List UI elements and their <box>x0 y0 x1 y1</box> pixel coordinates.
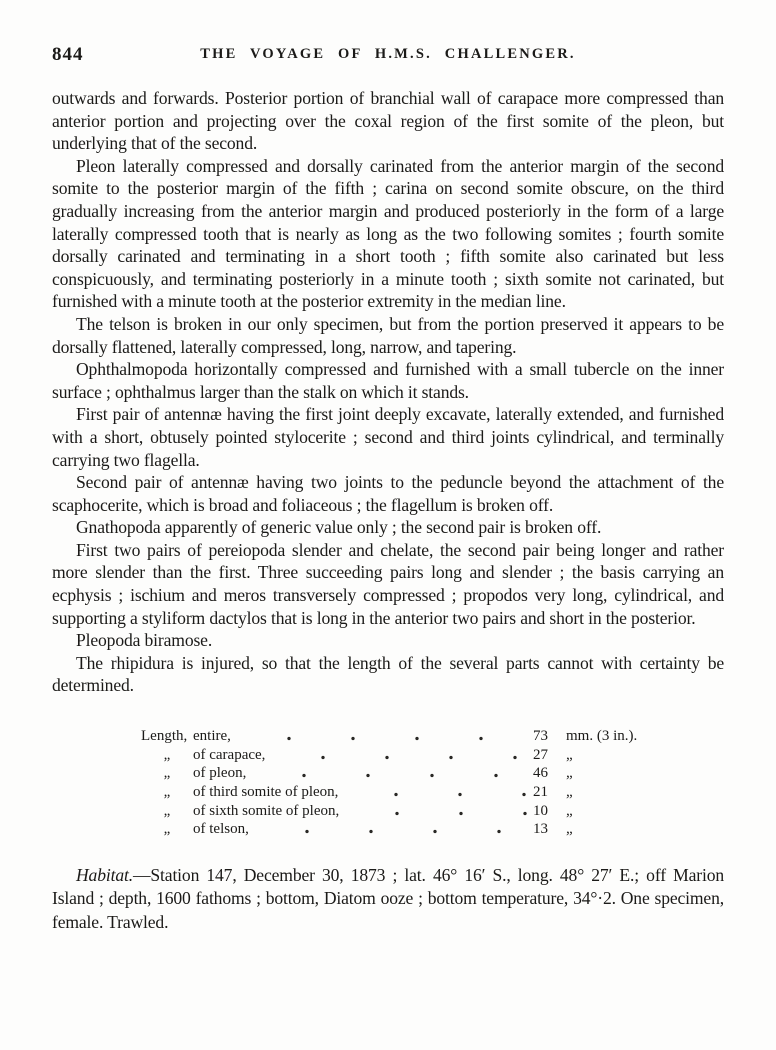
paragraph-pleon: Pleon laterally compressed and dorsally carinated from the anterior margin of the second somite to the posterior margin of the fifth ; carina on second somite obscure, on the third gradually increasing from the anterior margin and produced posteriorly in the form of a large laterally compressed tooth that is nearly as long as the two following somites ; fourth somite dorsally carinated and terminating in a short tooth ; fifth somite also carinated but less conspicuously, and terminating posteriorly in a minute tooth ; sixth somite not carinated, but furnished with a minute tooth at the posterior extremity in the median line. <box>52 155 724 312</box>
paragraph-ophthalmopoda: Ophthalmopoda horizontally compressed and furnished with a small tubercle on the inner surface ; ophthalmus larger than the stalk on which it stands. <box>52 359 724 402</box>
habitat-lead-word: Habitat. <box>76 865 133 886</box>
measurement-prefix: „ <box>163 765 171 782</box>
measurement-row <box>141 784 675 803</box>
measurement-value: 73 <box>533 728 548 745</box>
habitat-text: —Station 147, December 30, 1873 ; lat. 46° 16′ S., long. 48° 27′ E.; off Marion Island ; depth, 1600 fathoms ; bottom, Diatom ooze ; bottom temperature, 34°·2. One specimen, female. Trawled. <box>52 865 724 932</box>
paragraph-second-antennae: Second pair of antennæ having two joints to the peduncle beyond the attachment of the scaphocerite, which is broad and foliaceous ; the flagellum is broken off. <box>52 472 724 515</box>
measurement-label: of pleon, <box>193 765 247 782</box>
page-number: 844 <box>52 44 84 65</box>
measurement-row <box>141 765 675 784</box>
measurement-label: of sixth somite of pleon, <box>193 802 340 819</box>
measurement-prefix: „ <box>163 802 171 819</box>
measurement-value: 10 <box>533 802 548 819</box>
measurement-unit: „ <box>566 802 573 819</box>
paragraph-telson: The telson is broken in our only specimen, but from the portion preserved it appears to be dorsally flattened, laterally compressed, long, narrow, and tapering. <box>52 313 724 357</box>
dot-leader <box>281 747 527 764</box>
measurement-label: of telson, <box>193 821 249 838</box>
paragraph-rhipidura: The rhipidura is injured, so that the length of the several parts cannot with certainty be determined. <box>52 652 724 696</box>
page-header <box>52 44 724 66</box>
habitat-paragraph <box>52 864 724 934</box>
measurement-label: of carapace, <box>193 746 266 763</box>
measurement-unit: „ <box>566 765 573 782</box>
measurement-row <box>141 821 675 840</box>
measurements-table <box>141 728 675 840</box>
measurement-prefix: Length, <box>141 728 188 745</box>
dot-leader <box>354 784 527 801</box>
measurement-value: 21 <box>533 784 548 801</box>
body-text <box>52 87 724 697</box>
measurement-unit: „ <box>566 746 573 763</box>
measurement-unit: mm. (3 in.). <box>566 728 638 745</box>
paragraph-pleopoda: Pleopoda biramose. <box>76 630 213 651</box>
measurement-unit: „ <box>566 784 573 801</box>
measurement-label: entire, <box>193 728 231 745</box>
measurement-prefix: „ <box>163 746 171 763</box>
measurement-label: of third somite of pleon, <box>193 784 339 801</box>
dot-leader <box>265 821 527 838</box>
paragraph-gnathopoda: Gnathopoda apparently of generic value only ; the second pair is broken off. <box>76 517 602 538</box>
running-title: THE VOYAGE OF H.M.S. CHALLENGER. <box>200 46 576 62</box>
paragraph-continuation: outwards and forwards. Posterior portion of branchial wall of carapace more compressed than anterior portion and projecting over the coxal region of the first somite of the pleon, but underlying that of the second. <box>52 88 724 154</box>
paragraph-first-antennae: First pair of antennæ having the first joint deeply excavate, laterally extended, and furnished with a short, obtusely pointed stylocerite ; second and third joints cylindrical, and terminally carrying two flagella. <box>52 404 724 470</box>
measurement-value: 13 <box>533 821 548 838</box>
measurement-row <box>141 728 675 747</box>
measurement-prefix: „ <box>163 784 171 801</box>
measurement-prefix: „ <box>163 821 171 838</box>
measurement-row <box>141 747 675 766</box>
measurement-row <box>141 803 675 822</box>
dot-leader <box>355 803 527 820</box>
measurement-value: 27 <box>533 746 548 763</box>
dot-leader <box>262 765 527 782</box>
measurement-value: 46 <box>533 765 548 782</box>
paragraph-pereiopoda: First two pairs of pereiopoda slender and chelate, the second pair being longer and rather more slender than the first. Three succeeding pairs long and slender ; the basis carrying an ecphysis ; ischium and meros transversely compressed ; propodos very long, cylindrical, and supporting a styliform dactylos that is long in the anterior two pairs and short in the posterior. <box>52 539 724 628</box>
measurement-unit: „ <box>566 821 573 838</box>
dot-leader <box>247 728 527 745</box>
